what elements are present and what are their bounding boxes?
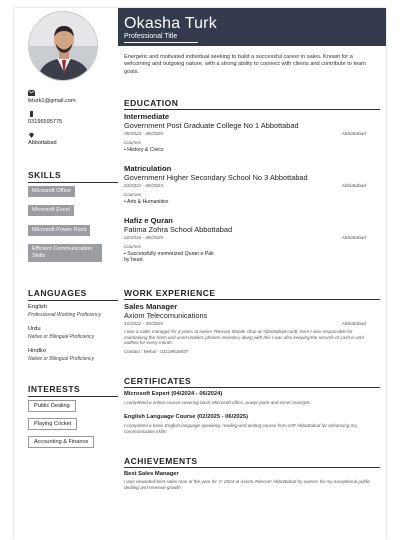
course-item: ▪ Successfully memorized Quran e Pak by heart. xyxy=(124,251,214,264)
course-text: Arts & Humanities xyxy=(127,199,169,205)
achievement-title: Best Sales Manager xyxy=(124,471,179,477)
language-level: Professional Working Proficiency xyxy=(28,312,102,318)
experience-heading: WORK EXPERIENCE xyxy=(124,288,216,298)
language-level: Native or Bilingual Proficiency xyxy=(28,334,95,340)
languages-divider xyxy=(28,300,118,301)
resume-page xyxy=(14,8,386,540)
education-dates: 03/2021 - 06/2023 xyxy=(124,184,163,189)
courses-label: Courses xyxy=(124,244,142,249)
person-portrait-icon xyxy=(29,12,98,81)
certificate-description: I completed a basic English language speaking, reading and writing course from GIP Abbottabad for enhancing my communication skills xyxy=(124,423,357,434)
email-icon xyxy=(28,90,35,96)
contact-phone: 03196595775 xyxy=(28,119,63,125)
certificate-title: English Language Course (02/2025 - 06/2025) xyxy=(124,414,249,420)
education-location: Abbottabad xyxy=(341,184,366,189)
courses-label: Courses xyxy=(124,140,142,145)
job-company: Axiom Telecomunications xyxy=(124,311,208,320)
professional-title: Professional Title xyxy=(124,33,178,40)
education-location: Abbottabad xyxy=(341,236,366,241)
education-location: Abbottabad xyxy=(341,132,366,137)
job-description: I was a sales manager for 3 years at Axiom Telecom Mobile shop at Abbottabad cantt, here I was responsible for maintaining the fresh and used mobiles phones inventory along with this I was also keeping the records of cash in and outflow for every month. xyxy=(124,329,364,346)
job-title: Sales Manager xyxy=(124,302,178,311)
profile-photo xyxy=(28,11,98,81)
interests-heading: INTERESTS xyxy=(28,384,81,394)
course-item: ▪ Arts & Humanities xyxy=(124,199,169,205)
candidate-name: Okasha Turk xyxy=(124,15,217,32)
language-name: Hindko xyxy=(28,348,47,354)
education-dates: 05/2023 - 06/2025 xyxy=(124,132,163,137)
education-degree: Matriculation xyxy=(124,164,172,173)
certificates-divider xyxy=(124,387,380,388)
course-text: Successfully memorized Quran e Pak by heart. xyxy=(124,251,214,264)
skill-tag: Microsoft Power Point xyxy=(28,225,90,236)
skills-divider xyxy=(28,182,118,183)
education-degree: Hafiz e Quran xyxy=(124,216,173,225)
language-name: English xyxy=(28,304,48,310)
language-level: Native or Bilingual Proficiency xyxy=(28,356,95,362)
interest-tag: Public Dealing xyxy=(28,400,76,412)
languages-heading: LANGUAGES xyxy=(28,288,87,298)
education-school: Government Post Graduate College No 1 Abbottabad xyxy=(124,121,299,130)
education-degree: Intermediate xyxy=(124,112,170,121)
education-school: Fatima Zohra School Abbottabad xyxy=(124,225,233,234)
interest-tag: Playing Cricket xyxy=(28,418,77,430)
education-school: Government Higher Secondary School No 3 Abbottabad xyxy=(124,173,308,182)
phone-icon xyxy=(28,111,35,117)
course-text: History & Civics xyxy=(127,147,164,153)
achievements-heading: ACHIEVEMENTS xyxy=(124,456,198,466)
achievement-description: I was rewarded best sales man of the year for Yr 2024 at Axiom Telecom Abbottabad by owners for my exceptional public dealing and revenue growth xyxy=(124,479,371,490)
language-name: Urdu xyxy=(28,326,41,332)
skills-heading: SKILLS xyxy=(28,170,62,180)
course-item: ▪ History & Civics xyxy=(124,147,164,153)
certificates-heading: CERTIFICATES xyxy=(124,376,192,386)
certificate-description: I completed a online course covering basic Microsoft office, power point and excel concepts. xyxy=(124,400,312,405)
education-dates: 02/2016 - 06/2019 xyxy=(124,236,163,241)
contact-section xyxy=(28,90,118,153)
skill-tag: Microsoft Excel xyxy=(28,205,74,216)
courses-label: Courses xyxy=(124,192,142,197)
profile-summary: Energetic and motivated individual seeking to build a successful career in sales. Known for a welcoming and outgoing nature, with a strong ability to connect with clients and contribute to team goals. xyxy=(124,54,366,75)
education-divider xyxy=(124,109,380,110)
interest-tag: Accounting & Finance xyxy=(28,436,94,448)
contact-location: Abbottabad xyxy=(28,140,57,146)
skill-tag: Microsoft Office xyxy=(28,186,75,197)
job-location: Abbottabad xyxy=(341,322,366,327)
achievements-divider xyxy=(124,467,380,468)
location-pin-icon xyxy=(28,132,35,138)
experience-divider xyxy=(124,299,380,300)
interests-divider xyxy=(28,396,118,397)
contact-email: ikturk1@gmail.com xyxy=(28,98,76,104)
job-dates: 10/2022 - 05/2025 xyxy=(124,322,163,327)
certificate-title: Microsoft Expert (04/2024 - 06/2024) xyxy=(124,391,223,397)
skill-tag: Efficient Communication Skills xyxy=(28,244,102,262)
job-reference-contact: Contact : Mehal - 03139818937 xyxy=(124,349,189,354)
title-underline xyxy=(124,42,198,43)
education-heading: EDUCATION xyxy=(124,98,179,108)
